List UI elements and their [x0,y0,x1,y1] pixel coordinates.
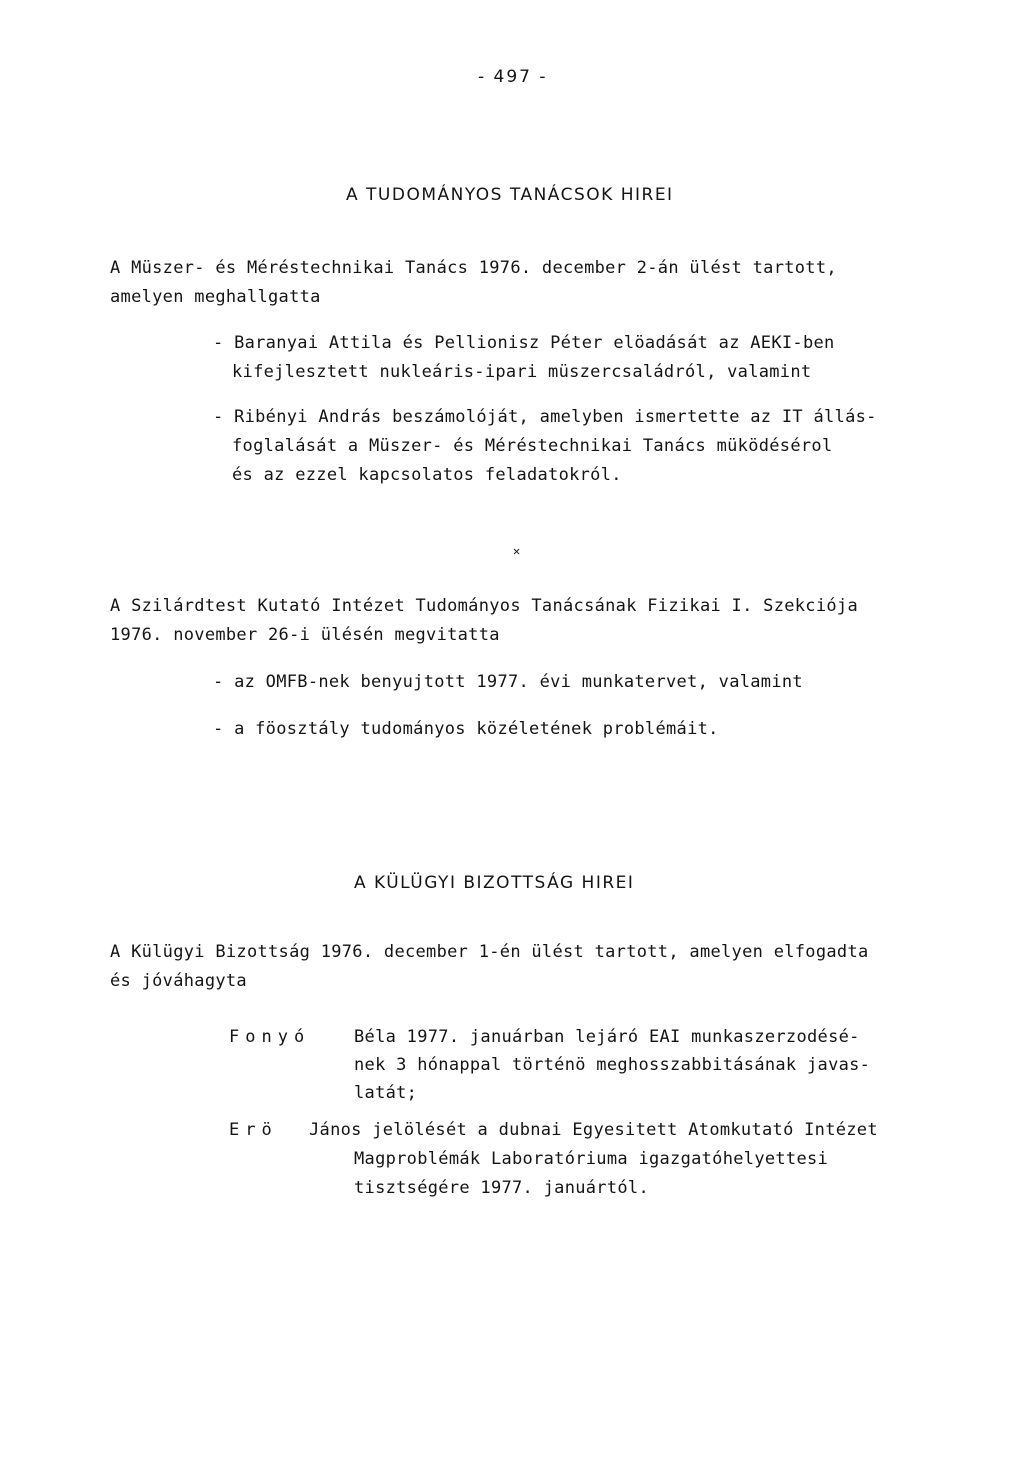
page-number: - 497 - [478,67,548,87]
entry-line: nek 3 hónappal történö meghosszabbitásának javas- [354,1055,871,1075]
list-item-line: - Ribényi András beszámolóját, amelyben ismertette az IT állás- [213,407,877,427]
entry-line: Magproblémák Laboratóriuma igazgatóhelyettesi [354,1149,829,1169]
section-heading-scientific-councils: A TUDOMÁNYOS TANÁCSOK HIREI [346,185,674,205]
entry-line: János jelölését a dubnai Egyesitett Atomkutató Intézet [309,1120,878,1140]
paragraph-line: A Müszer- és Méréstechnikai Tanács 1976. december 2-án ülést tartott, [110,258,837,278]
list-item-line: kifejlesztett nukleáris-ipari müszercsaládról, valamint [232,362,812,382]
list-item-line: - a föosztály tudományos közéletének problémáit. [213,719,719,739]
section-heading-foreign-affairs: A KÜLÜGYI BIZOTTSÁG HIREI [354,873,635,893]
paragraph-line: amelyen meghallgatta [110,287,321,307]
list-item-line: - Baranyai Attila és Pellionisz Péter elöadását az AEKI-ben [213,333,835,353]
person-name-spaced: Erö [229,1120,278,1140]
paragraph-line: 1976. november 26-i ülésén megvitatta [110,625,500,645]
entry-line: tisztségére 1977. januártól. [354,1178,649,1198]
entry-line: latát; [354,1083,418,1103]
paragraph-line: és jóváhagyta [110,971,247,991]
section-separator-mark: ✕ [513,544,521,558]
list-item-line: és az ezzel kapcsolatos feladatokról. [232,465,622,485]
list-item-line: foglalását a Müszer- és Méréstechnikai Tanács müködésérol [232,436,833,456]
paragraph-line: A Külügyi Bizottság 1976. december 1-én ülést tartott, amelyen elfogadta [110,942,869,962]
person-name-spaced: Fonyó [229,1027,311,1047]
entry-line: Béla 1977. januárban lejáró EAI munkaszerzodésé- [354,1027,860,1047]
list-item-line: - az OMFB-nek benyujtott 1977. évi munkatervet, valamint [213,672,803,692]
paragraph-line: A Szilárdtest Kutató Intézet Tudományos Tanácsának Fizikai I. Szekciója [110,596,858,616]
